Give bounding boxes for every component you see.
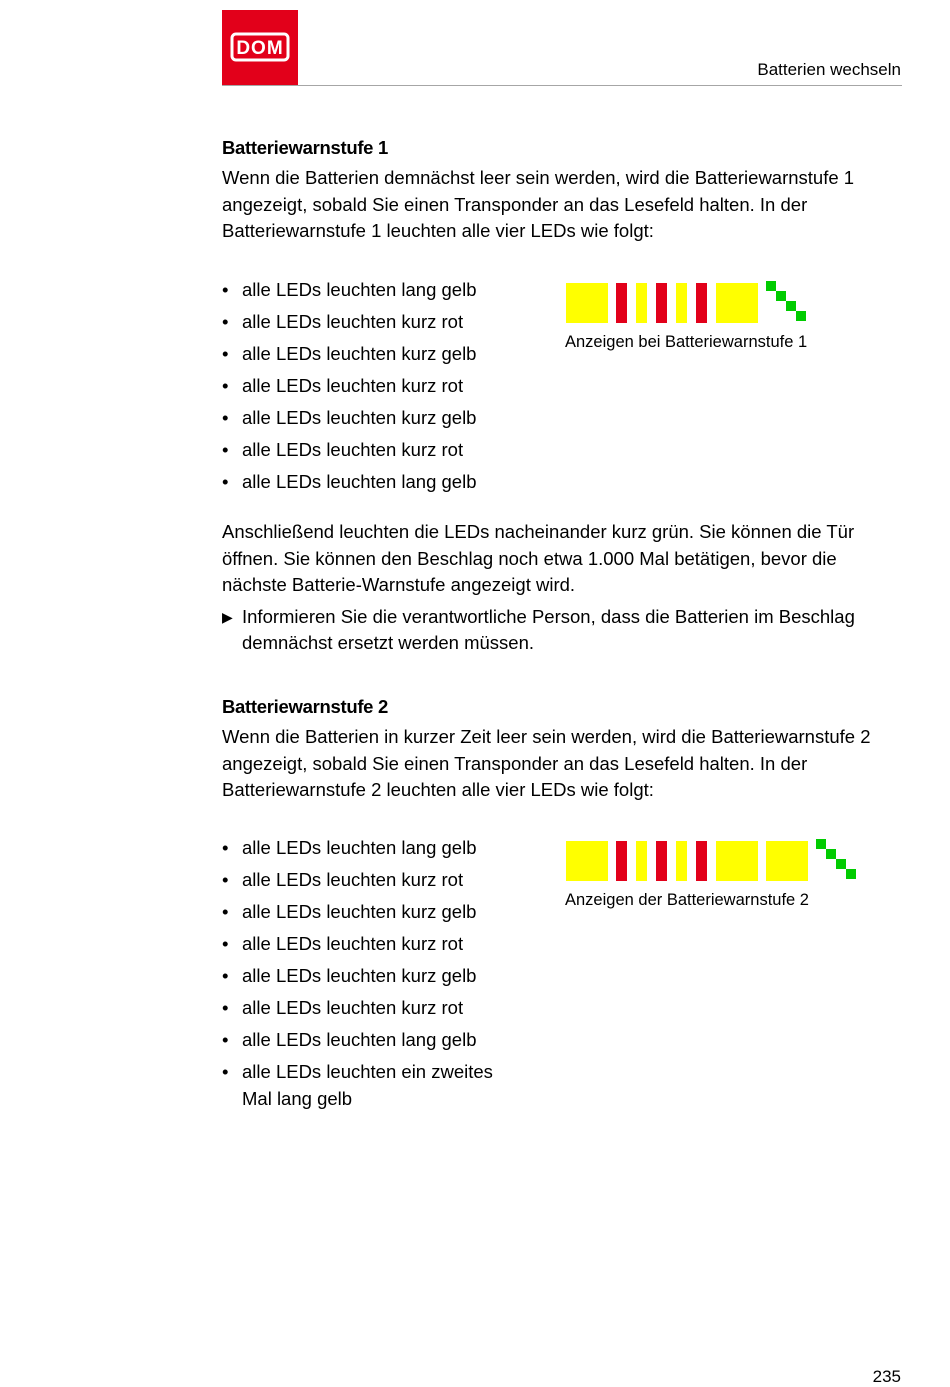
section1-followup <box>222 519 902 657</box>
section1-heading: Batteriewarnstufe 1 <box>222 137 388 158</box>
list-item: • alle LEDs leuchten kurz rot <box>222 867 522 899</box>
dom-logo-mark <box>222 10 298 86</box>
led-yellow-long <box>716 283 758 323</box>
led-red-short <box>616 841 627 881</box>
led-sequence-diagram <box>566 839 861 883</box>
page-number: 235 <box>872 1367 901 1386</box>
bullet-icon: • <box>222 439 229 460</box>
led-red-short <box>656 283 667 323</box>
led-green-sequence <box>816 839 856 879</box>
list-item: • alle LEDs leuchten kurz rot <box>222 437 542 469</box>
list-item: • alle LEDs leuchten lang gelb <box>222 277 542 309</box>
led-red-short <box>656 841 667 881</box>
bullet-icon: • <box>222 1061 229 1082</box>
section2-intro: Wenn die Batterien in kurzer Zeit leer sein werden, wird die Batteriewarnstufe 2 angezeigt, sobald Sie einen Transponder an das Lesefeld halten. In der Batteriewarnstufe 2 leuchten alle vier LEDs wie folgt: <box>222 726 871 800</box>
led-yellow-short <box>636 283 647 323</box>
list-item: • alle LEDs leuchten lang gelb <box>222 469 542 501</box>
section1-after-text: Anschließend leuchten die LEDs nacheinander kurz grün. Sie können die Tür öffnen. Sie können den Beschlag noch etwa 1.000 Mal betätigen, bevor die nächste Batterie-Warnstufe angezeigt wird. <box>222 521 855 595</box>
led-yellow-short <box>676 841 687 881</box>
list-item: • alle LEDs leuchten kurz rot <box>222 373 542 405</box>
bullet-icon: • <box>222 407 229 428</box>
led-sequence-diagram <box>566 281 811 325</box>
bullet-icon: • <box>222 343 229 364</box>
section-warning-level-1 <box>222 137 902 245</box>
bullet-icon: • <box>222 471 229 492</box>
bullet-icon: • <box>222 1029 229 1050</box>
led-yellow-long <box>566 283 608 323</box>
led-sequence-figure-1 <box>565 281 811 351</box>
list-item: • alle LEDs leuchten kurz rot <box>222 931 522 963</box>
list-item: • alle LEDs leuchten kurz gelb <box>222 899 522 931</box>
header-title: Batterien wechseln <box>757 60 901 79</box>
figure2-caption: Anzeigen der Batteriewarnstufe 2 <box>565 891 809 909</box>
led-sequence-figure-2 <box>565 839 861 909</box>
list-item: • alle LEDs leuchten ein zweites Mal lang gelb <box>222 1061 493 1109</box>
led-green-sequence <box>766 281 806 321</box>
list-item: • alle LEDs leuchten kurz gelb <box>222 405 542 437</box>
list-item: • alle LEDs leuchten kurz gelb <box>222 963 522 995</box>
list-item: • alle LEDs leuchten lang gelb <box>222 835 522 867</box>
led-red-short <box>696 841 707 881</box>
bullet-icon: • <box>222 901 229 922</box>
led-yellow-short <box>636 841 647 881</box>
led-yellow-long <box>566 841 608 881</box>
list-item: • alle LEDs leuchten kurz rot <box>222 995 522 1027</box>
bullet-icon: • <box>222 965 229 986</box>
bullet-icon: • <box>222 375 229 396</box>
section2-heading: Batteriewarnstufe 2 <box>222 696 388 717</box>
bullet-icon: • <box>222 311 229 332</box>
dom-logo <box>222 10 298 86</box>
led-red-short <box>616 283 627 323</box>
section2-led-list <box>222 835 522 1113</box>
led-yellow-long-second <box>766 841 808 881</box>
section1-intro: Wenn die Batterien demnächst leer sein werden, wird die Batteriewarnstufe 1 angezeigt, sobald Sie einen Transponder an das Lesefeld halten. In der Batteriewarnstufe 1 leuchten alle vier LEDs wie folgt: <box>222 167 855 241</box>
instruction-step: ▶ Informieren Sie die verantwortliche Person, dass die Batterien im Beschlag demnächst ersetzt werden müssen. <box>222 605 855 653</box>
led-yellow-long <box>716 841 758 881</box>
bullet-icon: • <box>222 997 229 1018</box>
list-item: • alle LEDs leuchten kurz rot <box>222 309 542 341</box>
bullet-icon: • <box>222 933 229 954</box>
bullet-icon: • <box>222 869 229 890</box>
figure1-caption: Anzeigen bei Batteriewarnstufe 1 <box>565 333 808 351</box>
section1-led-list <box>222 277 542 501</box>
led-red-short <box>696 283 707 323</box>
led-yellow-short <box>676 283 687 323</box>
section-warning-level-2 <box>222 696 902 804</box>
triangle-right-icon: ▶ <box>222 608 233 625</box>
bullet-icon: • <box>222 837 229 858</box>
list-item: • alle LEDs leuchten lang gelb <box>222 1027 522 1059</box>
list-item: • alle LEDs leuchten kurz gelb <box>222 341 542 373</box>
svg-text:DOM: DOM <box>236 38 284 59</box>
header-divider <box>222 85 902 86</box>
bullet-icon: • <box>222 279 229 300</box>
